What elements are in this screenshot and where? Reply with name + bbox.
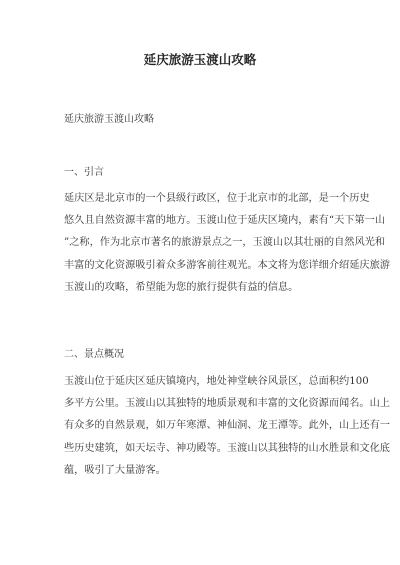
paragraph-line: 些历史建筑，如天坛寺、神功殿等。玉渡山以其独特的山水胜景和文化底 (64, 442, 390, 454)
paragraph-line: 丰富的文化资源吸引着众多游客前往观光。本文将为您详细介绍延庆旅游 (64, 259, 390, 271)
paragraph-line: 多平方公里。玉渡山以其独特的地质景观和丰富的文化资源而闻名。山上 (64, 398, 390, 410)
paragraph-line: 蕴，吸引了大量游客。 (64, 464, 166, 476)
paragraph-line: 玉渡山位于延庆区延庆镇境内，地处神堂峡谷风景区，总面积约100 (64, 376, 369, 387)
paragraph-line: ”之称，作为北京市著名的旅游景点之一，玉渡山以其壮丽的自然风光和 (64, 237, 386, 249)
document-title: 延庆旅游玉渡山攻略 (143, 52, 257, 67)
paragraph-line: 有众多的自然景观，如万年寒潭、神仙洞、龙王潭等。此外，山上还有一 (64, 420, 390, 432)
section-paragraph-introduction (64, 188, 390, 299)
paragraph-line: 延庆区是北京市的一个县级行政区，位于北京市的北部，是一个历史 (64, 193, 370, 204)
paragraph-line: 悠久且自然资源丰富的地方。玉渡山位于延庆区境内，素有“天下第一山 (64, 215, 386, 227)
paragraph-line: 玉渡山的攻略，希望能为您的旅行提供有益的信息。 (64, 281, 299, 293)
section-heading-overview: 二、景点概况 (64, 349, 124, 360)
section-heading-introduction: 一、引言 (64, 167, 104, 178)
section-paragraph-overview (64, 371, 390, 482)
document-subtitle: 延庆旅游玉渡山攻略 (64, 114, 154, 125)
